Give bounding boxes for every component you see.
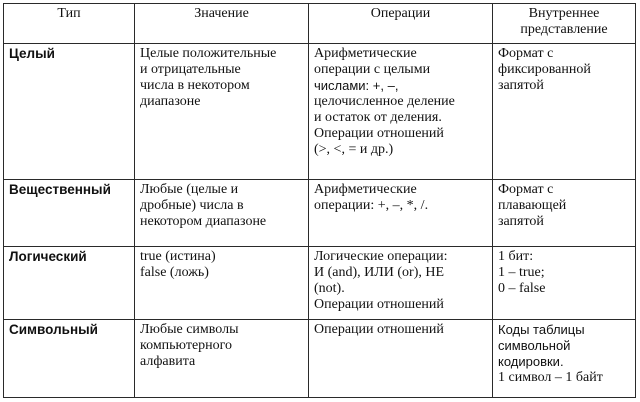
type-cell: Логический xyxy=(4,247,135,320)
type-cell: Целый xyxy=(4,44,135,180)
header-operations: Операции xyxy=(309,4,493,44)
table-row xyxy=(4,247,636,320)
header-row xyxy=(4,4,636,44)
meaning-cell: Любые символы компьютерного алфавита xyxy=(135,320,309,398)
operations-cell: Операции отношений xyxy=(309,320,493,398)
meaning-cell: Любые (целые и дробные) числа в некотором диапазоне xyxy=(135,180,309,247)
data-types-table xyxy=(3,3,636,398)
header-type: Тип xyxy=(4,4,135,44)
meaning-cell: true (истина) false (ложь) xyxy=(135,247,309,320)
operations-cell: Логические операции: И (and), ИЛИ (or), НЕ (not). Операции отношений xyxy=(309,247,493,320)
operations-cell: Арифметические операции: +, –, *, /. xyxy=(309,180,493,247)
internal-cell: Формат с фиксированной запятой xyxy=(493,44,636,180)
table-row xyxy=(4,44,636,180)
meaning-cell: Целые положительные и отрицательные числа в некотором диапазоне xyxy=(135,44,309,180)
header-meaning: Значение xyxy=(135,4,309,44)
table-row xyxy=(4,180,636,247)
operations-cell: Арифметические операции с целыми числами: +, –, целочисленное деление и остаток от деления. Операции отношений (>, <, = и др.) xyxy=(309,44,493,180)
type-cell: Вещественный xyxy=(4,180,135,247)
internal-cell: Формат с плавающей запятой xyxy=(493,180,636,247)
internal-cell: Коды таблицы символьной кодировки. 1 символ – 1 байт xyxy=(493,320,636,398)
type-cell: Символьный xyxy=(4,320,135,398)
table-row xyxy=(4,320,636,398)
internal-cell: 1 бит: 1 – true; 0 – false xyxy=(493,247,636,320)
header-internal: Внутреннее представление xyxy=(493,4,636,44)
